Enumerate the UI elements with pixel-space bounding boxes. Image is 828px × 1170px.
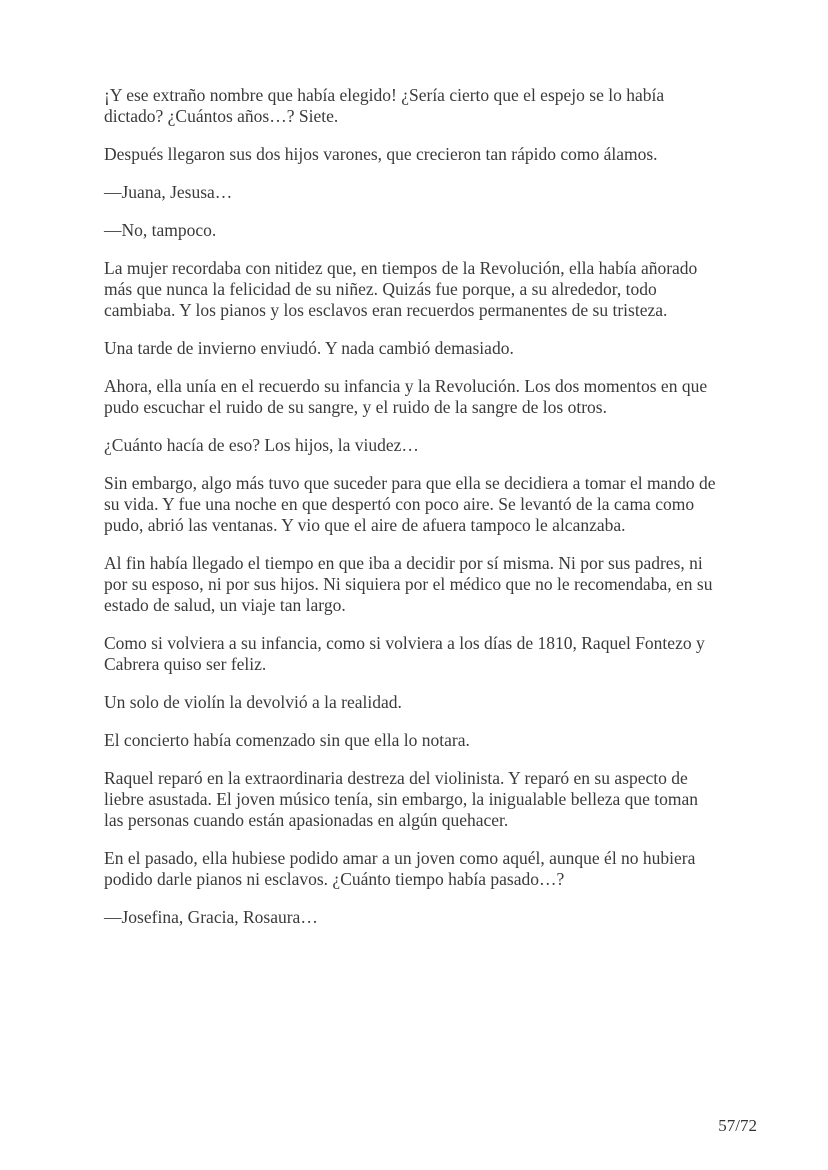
paragraph: Una tarde de invierno enviudó. Y nada cambió demasiado. — [104, 338, 514, 358]
paragraph: Después llegaron sus dos hijos varones, que crecieron tan rápido como álamos. — [104, 144, 658, 164]
paragraph: La mujer recordaba con nitidez que, en tiempos de la Revolución, ella había añorado más que nunca la felicidad de su niñez. Quizás fue porque, a su alrededor, todo cambiaba. Y los pianos y los esclavos eran recuerdos permanentes de su tristeza. — [104, 258, 698, 320]
paragraph: Al fin había llegado el tiempo en que iba a decidir por sí misma. Ni por sus padres, ni por su esposo, ni por sus hijos. Ni siquiera por el médico que no le recomendaba, en su estado de salud, un viaje tan largo. — [104, 553, 713, 615]
paragraph: Raquel reparó en la extraordinaria destreza del violinista. Y reparó en su aspecto de liebre asustada. El joven músico tenía, sin embargo, la inigualable belleza que toman las personas cuando están apasionadas en algún quehacer. — [104, 768, 699, 830]
paragraph: Ahora, ella unía en el recuerdo su infancia y la Revolución. Los dos momentos en que pudo escuchar el ruido de su sangre, y el ruido de la sangre de los otros. — [104, 376, 708, 417]
page-indicator: 57/72 — [718, 1116, 757, 1135]
paragraph: Como si volviera a su infancia, como si volviera a los días de 1810, Raquel Fontezo y Cabrera quiso ser feliz. — [104, 633, 705, 674]
paragraph: —Juana, Jesusa… — [104, 182, 233, 202]
paragraph: El concierto había comenzado sin que ella lo notara. — [104, 730, 470, 750]
paragraph: —Josefina, Gracia, Rosaura… — [104, 907, 318, 927]
paragraph: Sin embargo, algo más tuvo que suceder para que ella se decidiera a tomar el mando de su vida. Y fue una noche en que despertó con poco aire. Se levantó de la cama como pudo, abrió las ventanas. Y vio que el aire de afuera tampoco le alcanzaba. — [104, 473, 716, 535]
paragraph: En el pasado, ella hubiese podido amar a un joven como aquél, aunque él no hubiera podido darle pianos ni esclavos. ¿Cuánto tiempo había pasado…? — [104, 848, 696, 889]
paragraph: —No, tampoco. — [104, 220, 217, 240]
paragraph: Un solo de violín la devolvió a la realidad. — [104, 692, 402, 712]
paragraph: ¿Cuánto hacía de eso? Los hijos, la viudez… — [104, 435, 419, 455]
paragraph: ¡Y ese extraño nombre que había elegido! ¿Sería cierto que el espejo se lo había dictado? ¿Cuántos años…? Siete. — [104, 85, 665, 126]
book-text — [104, 85, 716, 945]
